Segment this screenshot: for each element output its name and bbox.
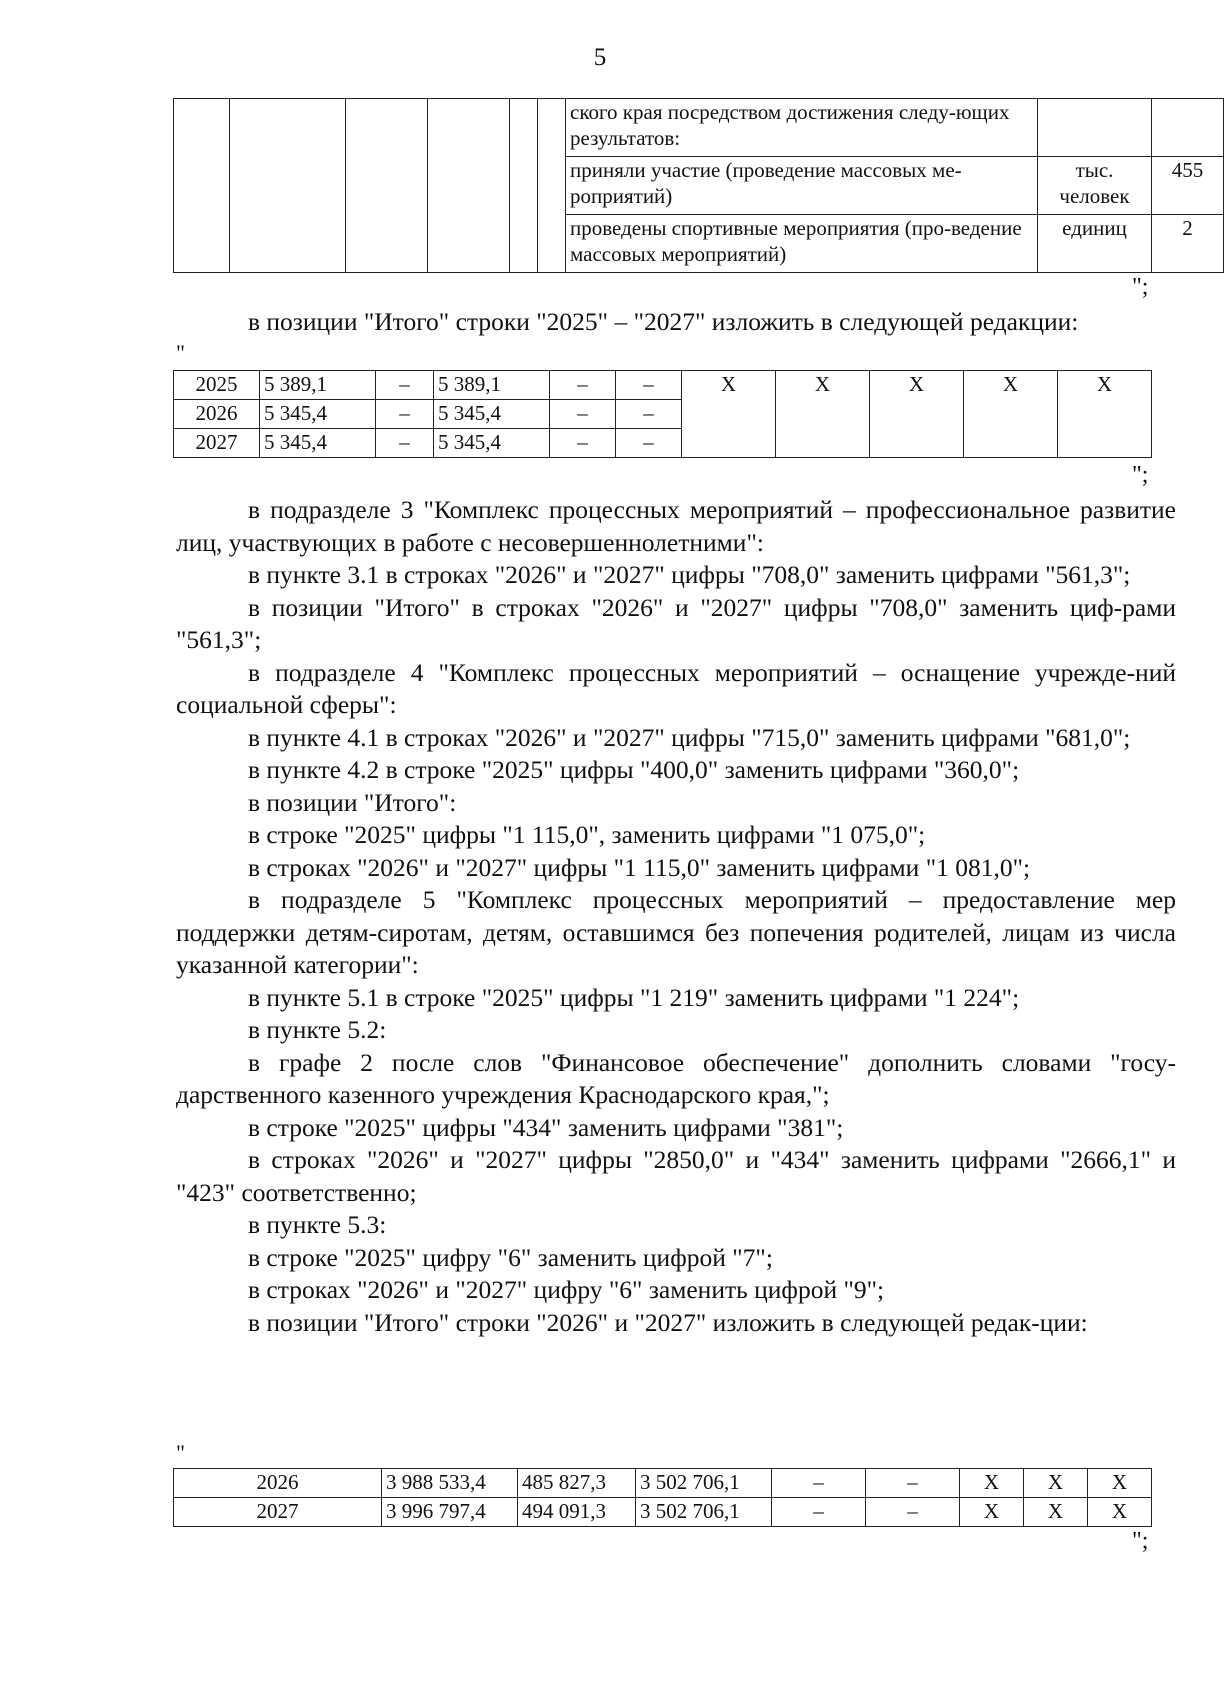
x-cell: Х [1088,1469,1152,1498]
x-cell: Х [964,371,1058,458]
x-cell: Х [1058,371,1152,458]
paragraph: в пункте 5.1 в строке "2025" цифры "1 219" заменить цифрами "1 224"; [248,982,1020,1012]
table-row: 2027 5 345,4 – 5 345,4 – – [174,429,1152,458]
paragraph: в пункте 3.1 в строках "2026" и "2027" цифры "708,0" заменить цифрами "561,3"; [248,560,1131,589]
table-row: 2025 5 389,1 – 5 389,1 – – Х Х Х Х Х [174,371,1152,400]
x-cell: Х [960,1469,1024,1498]
x-cell: Х [682,371,776,458]
paragraph: в позиции "Итого" строки "2026" и "2027" изложить в следующей редак-ции: [248,1307,1088,1337]
paragraph: в позиции "Итого" в строках "2026" и "2027" цифры "708,0" заменить циф-рами "561,3"; [176,592,1176,654]
closing-quote: "; [1132,274,1149,300]
paragraph: в строке "2025" цифру "6" заменить цифрой "7"; [248,1242,773,1272]
itogo-table-5 [173,1468,1152,1527]
x-cell: Х [870,371,964,458]
paragraph: в строках "2026" и "2027" цифры "2850,0" и "434" заменить цифрами "2666,1" и "423" соответственно; [176,1145,1176,1207]
paragraph: в строках "2026" и "2027" цифры "1 115,0" заменить цифрами "1 081,0"; [248,852,1031,882]
paragraph: в подразделе 3 "Комплекс процессных мероприятий – профессиональное развитие лиц, участвующих в работе с несовершеннолетними": [176,495,1176,557]
result-unit: тыс. человек [1038,157,1152,215]
x-cell: Х [960,1498,1024,1527]
x-cell: Х [1024,1469,1088,1498]
table-row: 2026 5 345,4 – 5 345,4 – – [174,400,1152,429]
opening-quote: " [176,340,185,365]
paragraph: в позиции "Итого": [248,787,457,817]
year-cell: 2027 [174,429,260,458]
results-table [173,98,1224,273]
x-cell: Х [776,371,870,458]
paragraph: в пункте 5.3: [248,1210,387,1239]
paragraph: в подразделе 4 "Комплекс процессных мероприятий – оснащение учрежде-ний социальной сферы": [176,657,1176,719]
year-cell: 2025 [174,371,260,400]
total-cell: 3 996 797,4 [382,1498,518,1527]
paragraph: в пункте 4.1 в строках "2026" и "2027" цифры "715,0" заменить цифрами "681,0"; [248,722,1131,752]
table-row: 2027 3 996 797,4 494 091,3 3 502 706,1 – – Х Х Х [174,1498,1152,1527]
year-cell: 2027 [174,1498,382,1527]
amendments-text [176,494,1176,1339]
paragraph: в строке "2025" цифры "1 115,0", заменить цифрами "1 075,0"; [248,820,926,849]
result-value: 455 [1152,157,1224,215]
table-row [174,99,1224,157]
year-cell: 2026 [174,400,260,429]
year-cell: 2026 [174,1469,382,1498]
closing-quote: "; [1132,462,1149,488]
paragraph: в графе 2 после слов "Финансовое обеспечение" дополнить словами "госу-дарственного казенного учреждения Краснодарского края,"; [176,1047,1176,1109]
result-text: проведены спортивные мероприятия (про-ведение массовых мероприятий) [566,215,1038,273]
paragraph: в строках "2026" и "2027" цифру "6" заменить цифрой "9"; [248,1275,885,1304]
result-value: 2 [1152,215,1224,273]
total-cell: 3 988 533,4 [382,1469,518,1498]
result-text: приняли участие (проведение массовых ме-роприятий) [566,157,1038,215]
table-row: 2026 3 988 533,4 485 827,3 3 502 706,1 – – Х Х Х [174,1469,1152,1498]
paragraph: в позиции "Итого" строки "2025" – "2027" изложить в следующей редакции: [248,307,1079,336]
result-unit: единиц [1038,215,1152,273]
opening-quote: " [176,1440,185,1465]
result-text: ского края посредством достижения следу-ющих результатов: [566,99,1038,157]
x-cell: Х [1088,1498,1152,1527]
closing-quote: "; [1132,1528,1149,1554]
result-value [1152,99,1224,157]
itogo-table [173,370,1152,458]
total-cell: 5 345,4 [260,400,376,429]
paragraph: в строке "2025" цифры "434" заменить цифрами "381"; [248,1112,844,1142]
total-cell: 5 389,1 [260,371,376,400]
page-number: 5 [593,44,607,71]
result-unit [1038,99,1152,157]
total-cell: 5 345,4 [260,429,376,458]
x-cell: Х [1024,1498,1088,1527]
paragraph: в пункте 4.2 в строке "2025" цифры "400,0" заменить цифрами "360,0"; [248,755,1020,784]
paragraph: в подразделе 5 "Комплекс процессных мероприятий – предоставление мер поддержки детям-сиротам, детям, оставшимся без попечения родителей, лицам из числа указанной категории": [176,885,1176,979]
paragraph: в пункте 5.2: [248,1015,387,1044]
